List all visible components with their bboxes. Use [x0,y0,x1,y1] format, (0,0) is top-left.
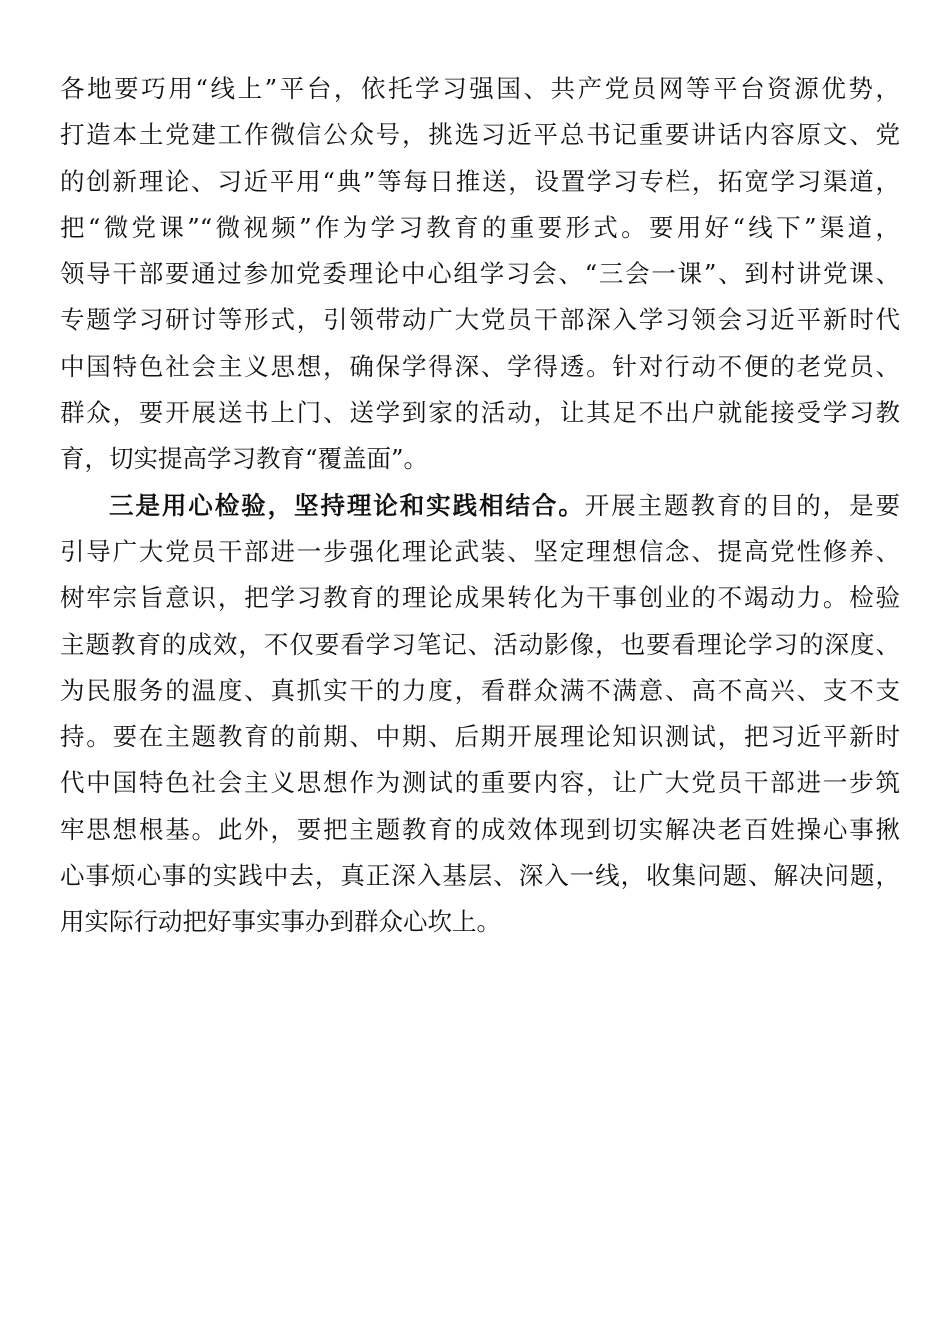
paragraph-line: 专题学习研讨等形式，引领带动广大党员干部深入学习领会习近平新时代 [60,305,900,335]
paragraph-line: 为民服务的温度、真抓实干的力度，看群众满不满意、高不高兴、支不支 [60,675,900,705]
paragraph-line: 持。要在主题教育的前期、中期、后期开展理论知识测试，把习近平新时 [60,722,900,752]
paragraph-line: 打造本土党建工作微信公众号，挑选习近平总书记重要讲话内容原文、党 [60,120,900,150]
paragraph-line: 各地要巧用“线上”平台，依托学习强国、共产党员网等平台资源优势， [60,74,900,103]
paragraph-line: 育，切实提高学习教育“覆盖面”。 [60,444,429,474]
paragraph-line: 心事烦心事的实践中去，真正深入基层、深入一线，收集问题、解决问题， [60,861,900,891]
paragraph-line: 主题教育的成效，不仅要看学习笔记、活动影像，也要看理论学习的深度、 [60,629,900,659]
paragraph-line: 中国特色社会主义思想，确保学得深、学得透。针对行动不便的老党员、 [60,351,900,381]
paragraph-line: 把“微党课”“微视频”作为学习教育的重要形式。要用好“线下”渠道， [60,212,900,242]
document-body [60,66,900,946]
heading-continuation: 开展主题教育的目的，是要 [584,490,901,520]
paragraph-line: 牢思想根基。此外，要把主题教育的成效体现到切实解决老百姓操心事揪 [60,814,900,844]
paragraph-line: 领导干部要通过参加党委理论中心组学习会、“三会一课”、到村讲党课、 [60,259,900,289]
section-heading: 三是用心检验，坚持理论和实践相结合。 [109,490,585,520]
paragraph-line: 的创新理论、习近平用“典”等每日推送，设置学习专栏，拓宽学习渠道， [60,166,900,196]
paragraph-online-offline-learning [60,66,900,483]
paragraph-line: 群众，要开展送书上门、送学到家的活动，让其足不出户就能接受学习教 [60,398,900,428]
paragraph-first-line [60,483,900,529]
paragraph-line: 代中国特色社会主义思想作为测试的重要内容，让广大党员干部进一步筑 [60,768,900,798]
paragraph-theory-practice [60,483,900,946]
paragraph-line: 用实际行动把好事实事办到群众心坎上。 [60,907,501,937]
paragraph-line: 树牢宗旨意识，把学习教育的理论成果转化为干事创业的不竭动力。检验 [60,583,900,613]
paragraph-line: 引导广大党员干部进一步强化理论武装、坚定理想信念、提高党性修养、 [60,536,900,566]
